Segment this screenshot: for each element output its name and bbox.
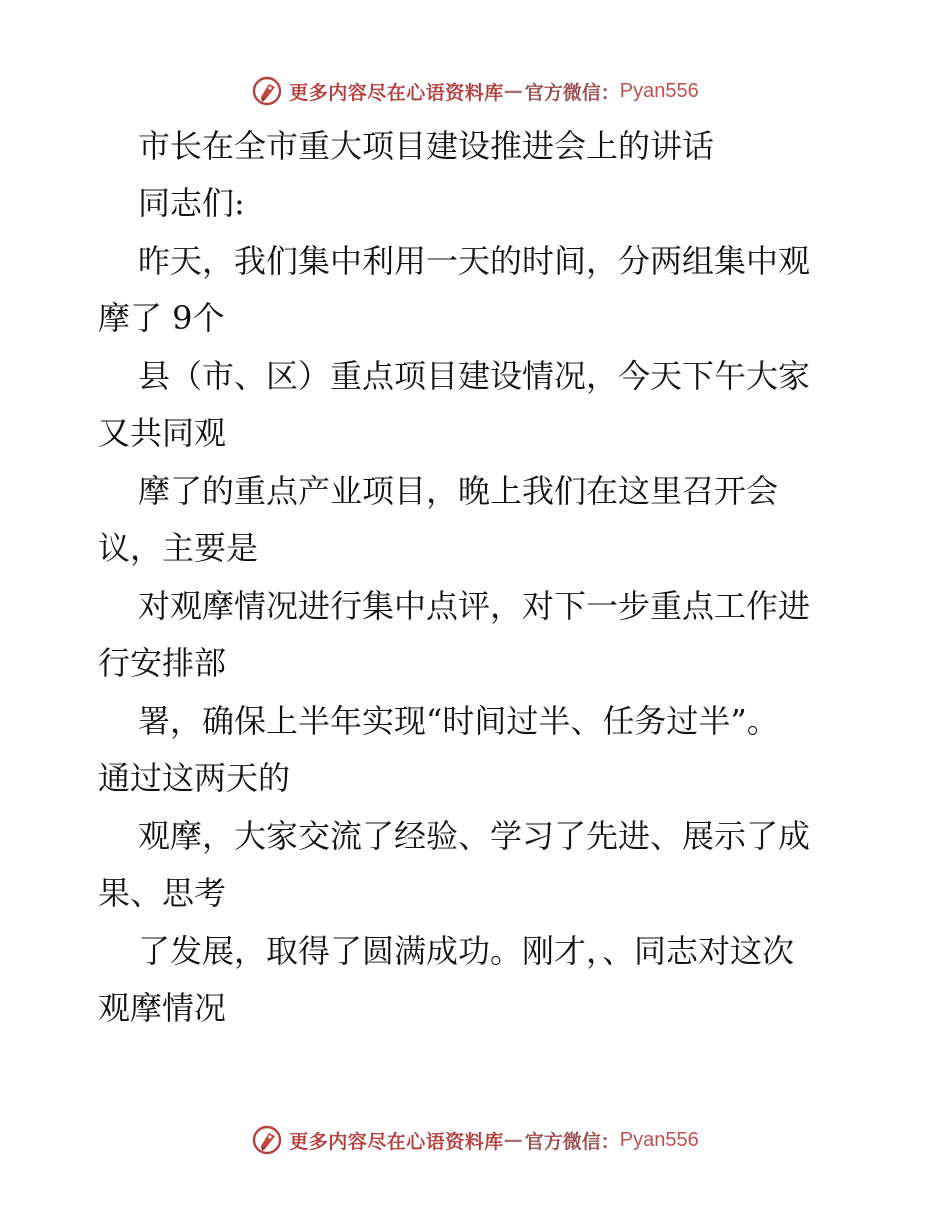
header-watermark-banner <box>0 71 950 111</box>
paragraph-line: 摩了的重点产业项目，晚上我们在这里召开会 <box>138 471 779 510</box>
paragraph-line: 行安排部 <box>98 644 227 682</box>
paragraph-line: 署，确保上半年实现“时间过半、任务过半”。 <box>138 701 779 740</box>
paragraph-line: 果、思考 <box>98 874 227 912</box>
banner-wechat-id: Pyan556 <box>619 79 699 102</box>
banner-wechat-label: 官方微信： <box>524 81 620 104</box>
paragraph-line: 议，主要是 <box>98 529 259 567</box>
pen-nib-logo-icon <box>251 75 283 107</box>
banner-separator: — <box>503 1129 523 1151</box>
paragraph-line: 对观摩情况进行集中点评，对下一步重点工作进 <box>138 586 811 625</box>
document-body <box>98 118 858 1038</box>
paragraph-line: 昨天，我们集中利用一天的时间，分两组集中观 <box>138 241 811 280</box>
salutation: 同志们: <box>138 184 245 222</box>
paragraph-line: 又共同观 <box>98 414 227 452</box>
paragraph-line: 通过这两天的 <box>98 759 291 797</box>
banner-wechat-label: 官方微信： <box>524 1130 620 1153</box>
banner-separator: — <box>503 80 523 102</box>
paragraph-line: 了发展，取得了圆满成功。刚才，、同志对这次 <box>138 931 795 970</box>
banner-title: 更多内容尽在心语资料库 <box>289 81 504 104</box>
pen-nib-logo-icon <box>251 1124 283 1156</box>
paragraph-line: 摩了 9个 <box>98 299 225 337</box>
paragraph-line: 观摩，大家交流了经验、学习了先进、展示了成 <box>138 816 811 855</box>
footer-watermark-banner <box>0 1120 950 1160</box>
paragraph-line: 观摩情况 <box>98 989 227 1027</box>
banner-wechat-id: Pyan556 <box>619 1128 699 1151</box>
document-title: 市长在全市重大项目建设推进会上的讲话 <box>138 127 715 165</box>
paragraph-line: 县（市、区）重点项目建设情况，今天下午大家 <box>138 356 811 395</box>
banner-title: 更多内容尽在心语资料库 <box>289 1130 504 1153</box>
